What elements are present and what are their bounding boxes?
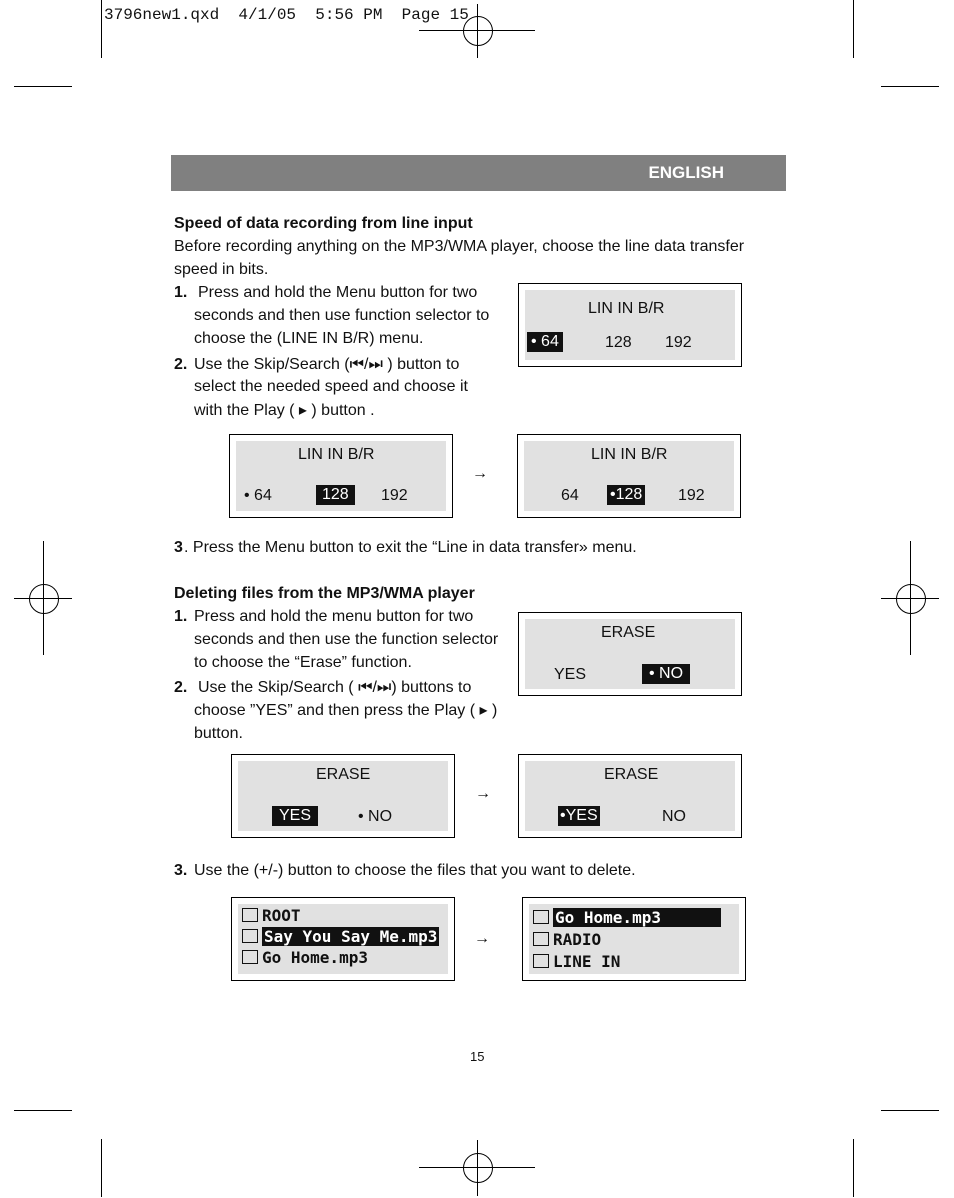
banner-label: ENGLISH [648,163,724,182]
lcd-erase-yes-before [231,754,455,838]
step-number: 3 [174,539,183,556]
lcd-option-selected: • NO [642,664,690,684]
lcd-linein-128-after [517,434,741,518]
step-text: choose the (LINE IN B/R) menu. [194,330,424,347]
step-text: with the Play ( ▸ ) button . [194,402,375,419]
registration-mark [463,16,493,46]
step-text: select the needed speed and choose it [194,378,468,395]
intro-line: speed in bits. [174,261,269,278]
lcd-option-selected: •YES [560,807,598,824]
folder-icon [242,908,258,922]
page-number: 15 [470,1049,485,1064]
file-name: LINE IN [553,952,621,971]
file-row [533,930,601,949]
step-text: button. [194,725,243,742]
lcd-option: • NO [358,808,393,825]
step-text: Press and hold the menu button for two [194,608,474,625]
lcd-option: 192 [381,487,408,504]
lcd-option: YES [554,666,587,683]
step-text: seconds and then use the function selector [194,631,499,648]
file-name: Go Home.mp3 [262,948,368,967]
lcd-option-selected: YES [272,806,318,826]
file-slug: 3796new1.qxd 4/1/05 5:56 PM Page 15 [104,6,469,24]
arrow-icon: → [475,785,491,802]
section-title-speed: Speed of data recording from line input [174,215,473,232]
step-text: choose ”YES” and then press the Play ( ▸ ) [194,702,498,719]
file-row [242,906,301,925]
step-number: 1. [174,608,188,625]
file-row [533,952,620,971]
language-banner [171,155,786,191]
step-number: 2. [174,356,188,373]
file-name: Say You Say Me.mp3 [264,927,438,946]
file-row-selected [533,908,721,927]
step-number: 3. [174,862,188,879]
lcd-option-selected: • 64 [527,332,563,352]
lcd-option: • 64 [244,487,272,504]
folder-icon [533,954,549,968]
lcd-title: LIN IN B/R [298,446,375,463]
step-text: Use the (+/-) button to choose the files that you want to delete. [194,862,636,879]
file-icon [242,950,258,964]
crop-mark [881,86,939,87]
registration-mark [463,1153,493,1183]
lcd-file-list-before [231,897,455,981]
file-name: Go Home.mp3 [553,908,721,927]
step-text: . Press the Menu button to exit the “Line in data transfer» menu. [184,539,637,556]
arrow-icon: → [474,930,490,947]
crop-mark [14,1110,72,1111]
lcd-option: 128 [605,334,632,351]
file-row-selected [242,927,439,946]
step-text: to choose the “Erase” function. [194,654,412,671]
file-row [242,948,368,967]
crop-mark [853,1139,854,1197]
file-icon [242,929,258,943]
registration-mark [29,584,59,614]
intro-line: Before recording anything on the MP3/WMA player, choose the line data transfer [174,238,745,255]
lcd-title: ERASE [316,766,371,783]
lcd-option: 192 [678,487,705,504]
lcd-title: LIN IN B/R [588,300,665,317]
lcd-option: 64 [561,487,579,504]
crop-mark [853,0,854,58]
lcd-option: 192 [665,334,692,351]
crop-mark [101,1139,102,1197]
folder-icon [533,932,549,946]
lcd-title: LIN IN B/R [591,446,668,463]
step-text: Use the Skip/Search ( ⏮/⏭) buttons to [198,679,472,696]
file-icon [533,910,549,924]
crop-mark [101,0,102,58]
arrow-icon: → [472,465,488,482]
step-text: Use the Skip/Search (⏮/⏭ ) button to [194,356,460,373]
file-name: ROOT [262,906,301,925]
lcd-title: ERASE [601,624,656,641]
lcd-linein-128-before [229,434,453,518]
step-text: seconds and then use function selector to [194,307,490,324]
section-title-delete: Deleting files from the MP3/WMA player [174,585,475,602]
registration-mark [896,584,926,614]
lcd-option-selected: 128 [316,485,355,505]
file-name: RADIO [553,930,602,949]
lcd-file-list-after [522,897,746,981]
step-number: 2. [174,679,188,696]
lcd-erase-yes-after [518,754,742,838]
step-text: Press and hold the Menu button for two [198,284,478,301]
step-number: 1. [174,284,188,301]
crop-mark [14,86,72,87]
lcd-erase-no [518,612,742,696]
crop-mark [881,1110,939,1111]
lcd-option: NO [662,808,686,825]
lcd-option-selected: •128 [607,485,645,505]
lcd-linein-64 [518,283,742,367]
lcd-title: ERASE [604,766,659,783]
